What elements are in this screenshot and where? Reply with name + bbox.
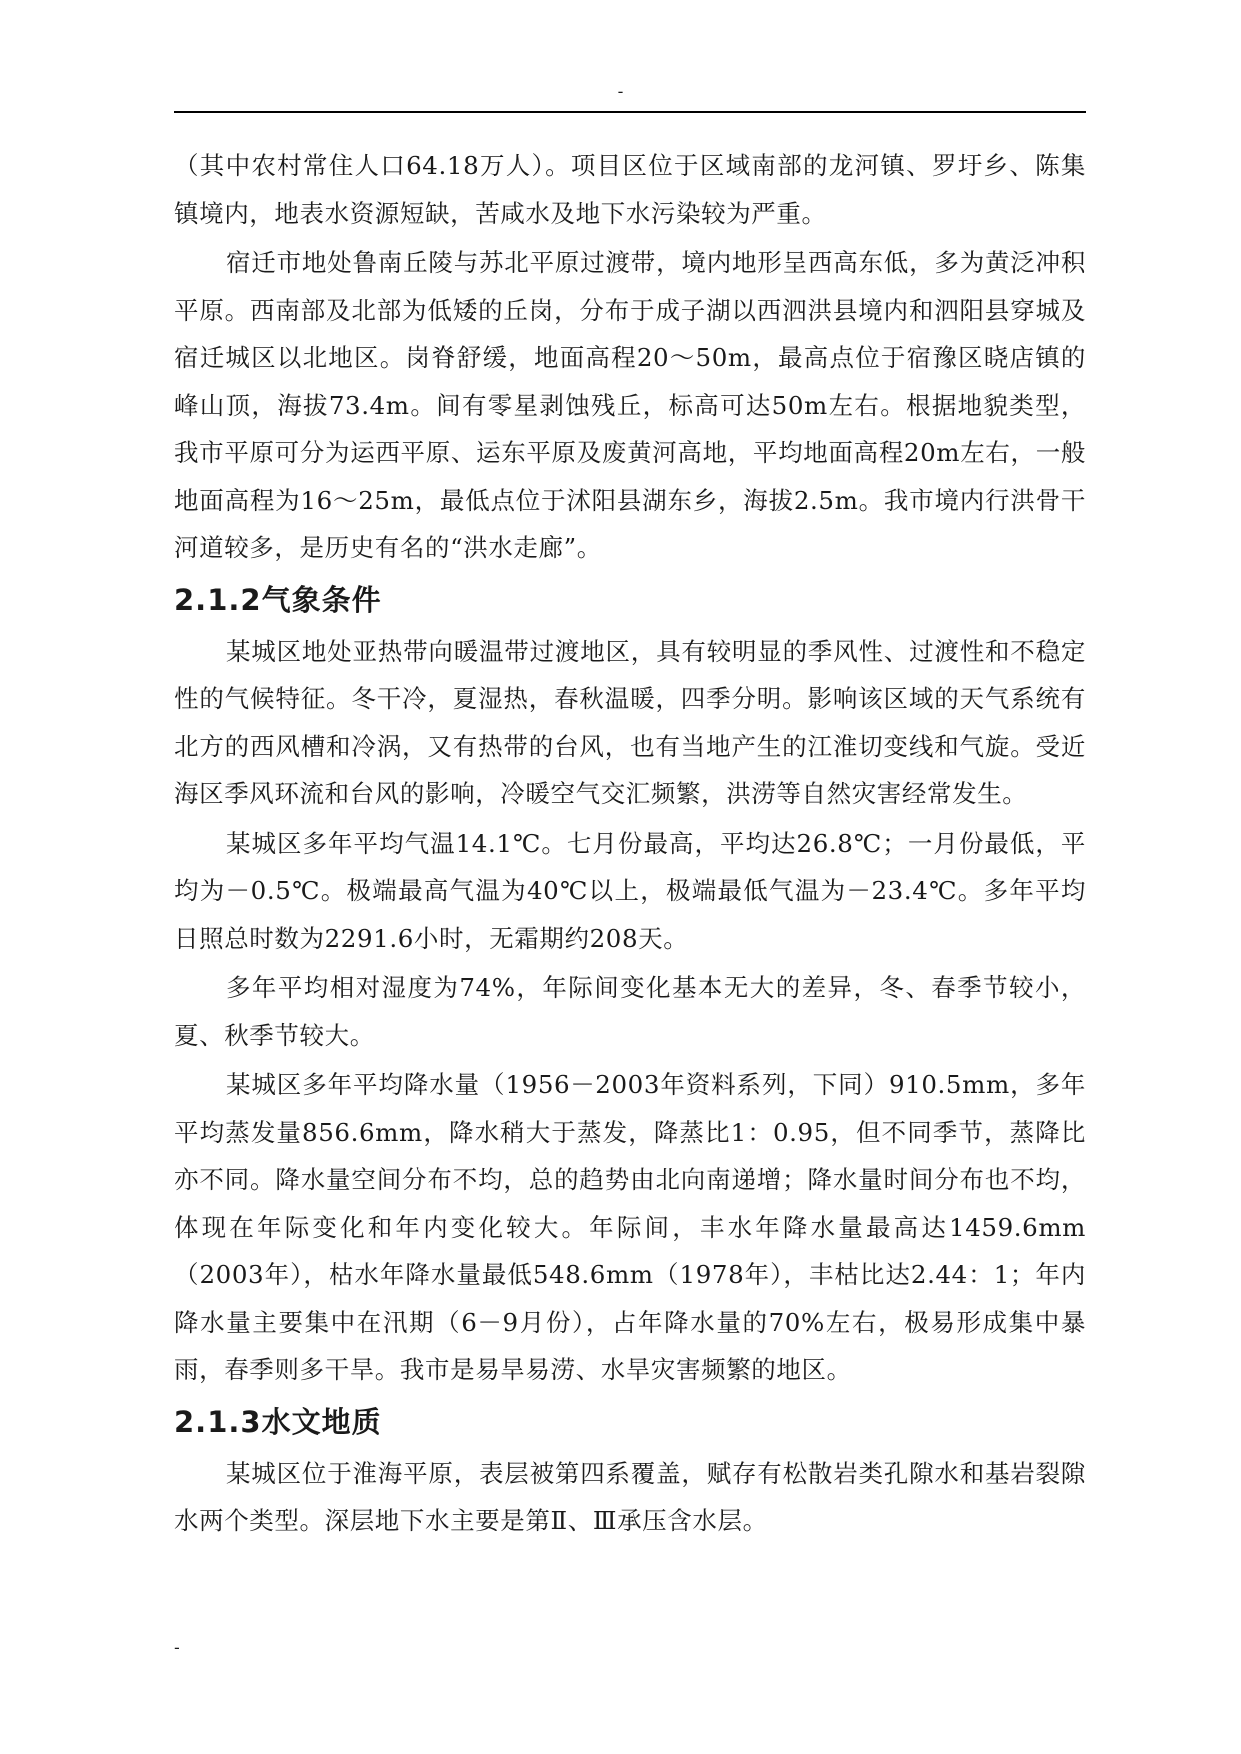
paragraph-temperature: 某城区多年平均气温14.1℃。七月份最高，平均达26.8℃；一月份最低，平均为－0.5℃。极端最高气温为40℃以上，极端最低气温为－23.4℃。多年平均日照总时数为2291.6小时，无霜期约208天。	[174, 828, 1086, 953]
paragraph-humidity: 多年平均相对湿度为74%，年际间变化基本无大的差异，冬、春季节较小，夏、秋季节较大。	[174, 973, 1086, 1050]
header-rule	[174, 111, 1086, 113]
document-body	[174, 142, 1086, 1547]
paragraph-climate-overview: 某城区地处亚热带向暖温带过渡地区，具有较明显的季风性、过渡性和不稳定性的气候特征。冬干冷，夏湿热，春秋温暖，四季分明。影响该区域的天气系统有北方的西风槽和冷涡，又有热带的台风，也有当地产生的江淮切变线和气旋。受近海区季风环流和台风的影响，冷暖空气交汇频繁，洪涝等自然灾害经常发生。	[174, 636, 1086, 808]
section-heading-hydrogeology: 2.1.3水文地质	[174, 1404, 382, 1439]
paragraph-population: （其中农村常住人口64.18万人）。项目区位于区域南部的龙河镇、罗圩乡、陈集镇境内，地表水资源短缺，苦咸水及地下水污染较为严重。	[174, 151, 1086, 228]
footer-mark: -	[174, 1638, 180, 1657]
paragraph-terrain: 宿迁市地处鲁南丘陵与苏北平原过渡带，境内地形呈西高东低，多为黄泛冲积平原。西南部及北部为低矮的丘岗，分布于成子湖以西泗洪县境内和泗阳县穿城及宿迁城区以北地区。岗脊舒缓，地面高程20～50m，最高点位于宿豫区晓店镇的峰山顶，海拔73.4m。间有零星剥蚀残丘，标高可达50m左右。根据地貌类型，我市平原可分为运西平原、运东平原及废黄河高地，平均地面高程20m左右，一般地面高程为16～25m，最低点位于沭阳县湖东乡，海拔2.5m。我市境内行洪骨干河道较多，是历史有名的“洪水走廊”。	[174, 248, 1086, 562]
header-mark: -	[617, 82, 624, 101]
paragraph-hydrogeology: 某城区位于淮海平原，表层被第四系覆盖，赋存有松散岩类孔隙水和基岩裂隙水两个类型。深层地下水主要是第Ⅱ、Ⅲ承压含水层。	[174, 1458, 1086, 1535]
section-heading-climate: 2.1.2气象条件	[174, 582, 382, 617]
paragraph-precipitation: 某城区多年平均降水量（1956－2003年资料系列，下同）910.5mm，多年平均蒸发量856.6mm，降水稍大于蒸发，降蒸比1：0.95，但不同季节，蒸降比亦不同。降水量空间分布不均，总的趋势由北向南递增；降水量时间分布也不均，体现在年际变化和年内变化较大。年际间，丰水年降水量最高达1459.6mm（2003年），枯水年降水量最低548.6mm（1978年），丰枯比达2.44：1；年内降水量主要集中在汛期（6－9月份），占年降水量的70%左右，极易形成集中暴雨，春季则多干旱。我市是易旱易涝、水旱灾害频繁的地区。	[174, 1070, 1086, 1384]
